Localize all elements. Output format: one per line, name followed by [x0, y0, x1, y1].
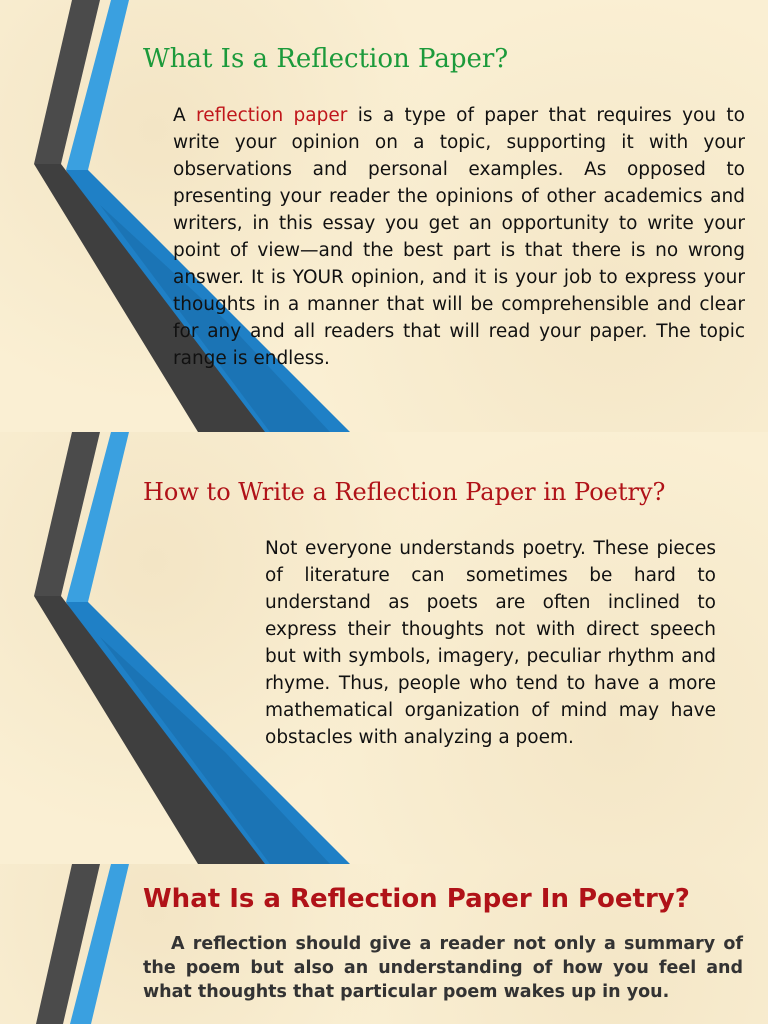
slide-what-is-reflection-paper — [0, 0, 768, 432]
section-paragraph: A reflection should give a reader not only a summary of the poem but also an understanding of how you feel and what thoughts that particular poem wakes up in you. — [143, 934, 743, 1002]
paragraph-rest: is a type of paper that requires you to write your opinion on a topic, supporting it with your observations and personal examples. As opposed to presenting your reader the opinions of other academics and writers, in this essay you get an opportunity to write your point of view—and the best part is that there is no wrong answer. It is YOUR opinion, and it is your job to express your thoughts in a manner that will be comprehensible and clear for any and all readers that will read your paper. The topic range is endless. — [173, 105, 745, 369]
highlight-term: reflection paper — [196, 105, 348, 126]
section-paragraph: Not everyone understands poetry. These pieces of literature can sometimes be hard to understand as poets are often inclined to express their thoughts not with direct speech but with symbols, imagery, peculiar rhythm and rhyme. Thus, people who tend to have a more mathematical organization of mind may have obstacles with analyzing a poem. — [265, 538, 716, 748]
section-title: What Is a Reflection Paper In Poetry? — [143, 884, 690, 914]
section-paragraph — [173, 102, 745, 372]
paragraph-lead: A — [173, 105, 196, 126]
stripe-dark-lower — [34, 596, 265, 864]
section-title: What Is a Reflection Paper? — [143, 44, 509, 74]
section-title: How to Write a Reflection Paper in Poetry? — [143, 478, 666, 506]
